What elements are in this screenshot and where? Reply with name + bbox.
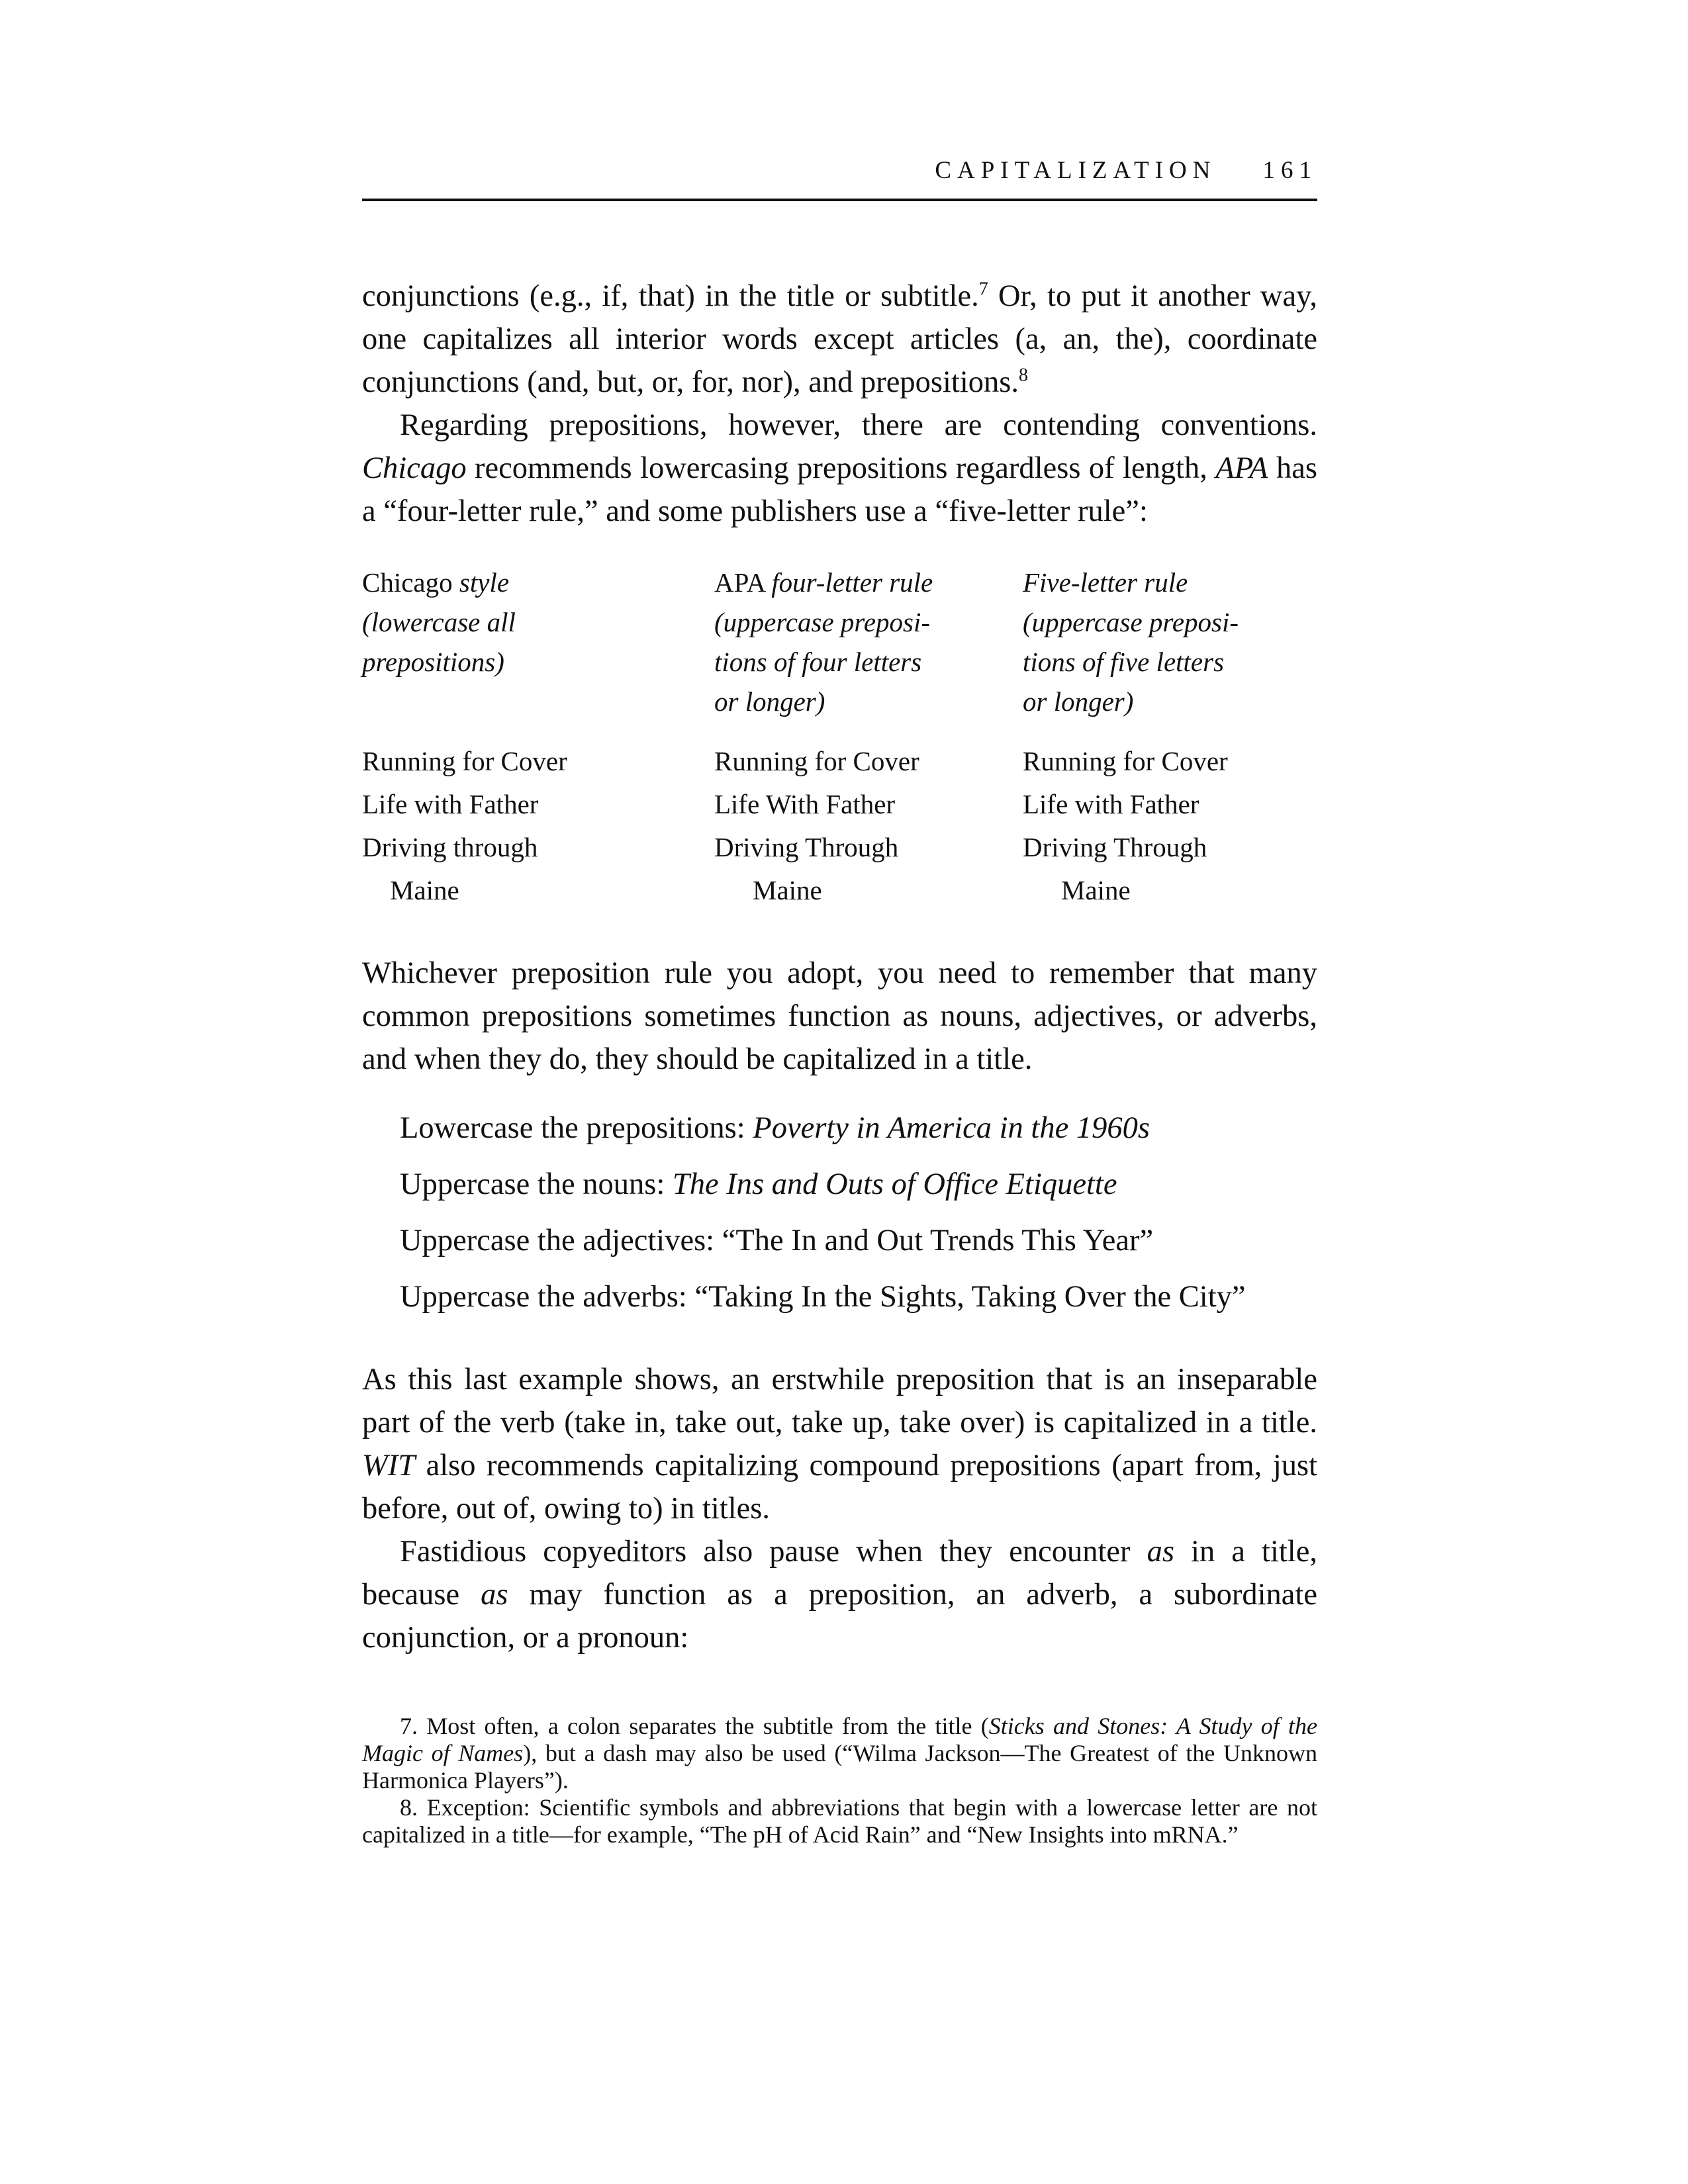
table-row: Life with Father xyxy=(1023,789,1199,819)
header-line: or longer) xyxy=(1023,686,1134,717)
footnote-8: 8. Exception: Scientific symbols and abbreviations that begin with a lowercase letter are not capitalized in a title—for example, “The pH of Acid Rain” and “New Insights into mRNA.” xyxy=(362,1794,1317,1848)
text: ), but a dash may also be used (“Wilma Jackson—The Greatest of the Unknown Harmonica Players”). xyxy=(362,1740,1318,1794)
table-row: Driving Through xyxy=(714,832,899,862)
column-header xyxy=(1023,563,1239,741)
text: may function as a preposition, an adverb, a subordinate conjunction, or a pronoun: xyxy=(362,1578,1318,1655)
chapter-title: CAPITALIZATION xyxy=(935,157,1217,184)
column-chicago xyxy=(362,563,567,913)
paragraph-2 xyxy=(362,404,1317,533)
table-row: Driving through xyxy=(362,832,538,862)
footnote-italic: Sticks and Stones: A Study of the Magic of Names xyxy=(362,1713,1317,1766)
table-row: Running for Cover xyxy=(714,746,919,776)
text: Fastidious copyeditors also pause when they encounter xyxy=(400,1535,1147,1569)
footnote-ref-8[interactable]: 8 xyxy=(1018,365,1028,386)
table-row: Life with Father xyxy=(362,789,539,819)
running-head xyxy=(935,156,1317,185)
table-row: Driving Through xyxy=(1023,832,1207,862)
apa-italic: APA xyxy=(1215,451,1268,485)
header-rule xyxy=(362,199,1317,201)
text: in a title, because xyxy=(362,1535,1317,1612)
text: Or, to put it another way, one capitalizes all interior words except articles (a, an, the), coordinate conjunctions (and, but, or, for, nor), and prepositions. xyxy=(362,279,1318,399)
example-label: Uppercase the adjectives: xyxy=(400,1224,722,1257)
table-row: Running for Cover xyxy=(1023,746,1228,776)
paragraph-5 xyxy=(362,1530,1317,1659)
text: As this last example shows, an erstwhile preposition that is an inseparable part of the verb (take in, take out, take up, take over) is capitalized in a title. xyxy=(362,1363,1317,1439)
header-roman: Chicago xyxy=(362,567,459,598)
as-italic: as xyxy=(481,1578,508,1612)
text: conjunctions (e.g., if, that) in the title or subtitle. xyxy=(362,279,979,313)
examples-list xyxy=(400,1107,1246,1332)
example-item xyxy=(400,1219,1246,1275)
header-line: tions of four letters xyxy=(714,647,922,677)
header-line: or longer) xyxy=(714,686,825,717)
column-apa xyxy=(714,563,933,913)
header-line: tions of five letters xyxy=(1023,647,1225,677)
page-number: 161 xyxy=(1262,157,1317,184)
table-row-continuation: Maine xyxy=(390,875,459,905)
column-header xyxy=(362,563,567,741)
footnotes xyxy=(362,1713,1317,1848)
footnote-7 xyxy=(362,1713,1317,1794)
example-item xyxy=(400,1163,1246,1219)
paragraph-3: Whichever preposition rule you adopt, you need to remember that many common prepositions sometimes function as nouns, adjectives, or adverbs, and when they do, they should be capitalized in a title. xyxy=(362,956,1317,1076)
example-item xyxy=(400,1275,1246,1332)
header-italic: style xyxy=(459,567,510,598)
example-label: Uppercase the nouns: xyxy=(400,1167,673,1201)
chicago-italic: Chicago xyxy=(362,451,467,485)
header-line: (uppercase preposi- xyxy=(1023,607,1239,637)
example-label: Lowercase the prepositions: xyxy=(400,1111,753,1145)
table-row-continuation: Maine xyxy=(1061,875,1131,905)
table-row: Life With Father xyxy=(714,789,896,819)
text: has a “four-letter rule,” and some publishers use a “five-letter rule”: xyxy=(362,451,1317,528)
column-five-letter xyxy=(1023,563,1239,913)
example-text: “The In and Out Trends This Year” xyxy=(722,1224,1154,1257)
table-row: Running for Cover xyxy=(362,746,567,776)
text: 7. Most often, a colon separates the subtitle from the title ( xyxy=(400,1713,989,1739)
header-italic: Five-letter rule xyxy=(1023,567,1188,598)
header-line: prepositions) xyxy=(362,647,504,677)
paragraph-4 xyxy=(362,1358,1317,1530)
text: also recommends capitalizing compound prepositions (apart from, just before, out of, owing to) in titles. xyxy=(362,1449,1317,1525)
example-text: “Taking In the Sights, Taking Over the City” xyxy=(694,1280,1246,1314)
header-line: (uppercase preposi- xyxy=(714,607,931,637)
text: Regarding prepositions, however, there are contending conventions. xyxy=(400,408,1317,442)
column-header xyxy=(714,563,933,741)
text: recommends lowercasing prepositions regardless of length, xyxy=(466,451,1216,485)
header-roman: APA xyxy=(714,567,772,598)
paragraph-1 xyxy=(362,275,1317,404)
as-italic: as xyxy=(1147,1535,1174,1569)
wit-italic: WIT xyxy=(362,1449,416,1482)
example-item xyxy=(400,1107,1246,1163)
example-text: The Ins and Outs of Office Etiquette xyxy=(672,1167,1117,1201)
example-text: Poverty in America in the 1960s xyxy=(753,1111,1150,1145)
footnote-ref-7[interactable]: 7 xyxy=(978,279,988,300)
header-italic: four-letter rule xyxy=(771,567,933,598)
table-row-continuation: Maine xyxy=(753,875,822,905)
example-label: Uppercase the adverbs: xyxy=(400,1280,695,1314)
header-line: (lowercase all xyxy=(362,607,516,637)
